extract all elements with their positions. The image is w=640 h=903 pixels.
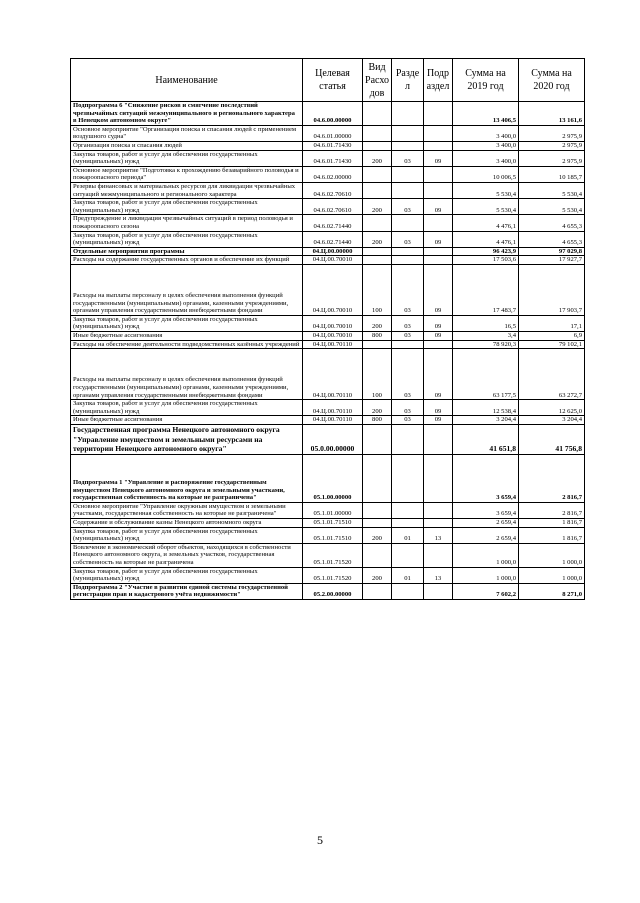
row-sum-2020: 3 204,4 (519, 416, 585, 425)
row-subsection (424, 583, 453, 599)
row-subsection: 09 (424, 400, 453, 416)
row-sum-2019: 3 400,0 (453, 125, 519, 141)
row-name: Подпрограмма 2 "Участие в развитии единой системы государственной регистрации прав и кадастрового учёта недвижимости" (71, 583, 303, 599)
row-section (392, 340, 424, 349)
row-sum-2019: 1 000,0 (453, 567, 519, 583)
row-sum-2020: 1 816,7 (519, 527, 585, 543)
row-name: Расходы на обеспечение деятельности подведомственных казённых учреждений (71, 340, 303, 349)
row-section (392, 519, 424, 528)
table-row (71, 256, 585, 265)
table-row (71, 182, 585, 198)
row-sum-2019: 2 659,4 (453, 527, 519, 543)
table-row (71, 102, 585, 126)
row-section (392, 215, 424, 231)
row-sum-2020: 4 655,3 (519, 231, 585, 247)
row-subsection: 09 (424, 349, 453, 400)
row-expense-type: 200 (363, 567, 392, 583)
row-sum-2019: 5 530,4 (453, 199, 519, 215)
row-target-article: 05.1.01.71510 (303, 519, 363, 528)
row-expense-type (363, 502, 392, 518)
row-name: Подпрограмма 1 "Управление и распоряжение государственным имуществом Ненецкого автономного округа и земельными участками, государственная собственность на которые не разграничена" (71, 454, 303, 502)
row-sum-2019: 3 659,4 (453, 502, 519, 518)
header-section: Разде л (392, 59, 424, 102)
row-section: 03 (392, 150, 424, 166)
row-target-article: 04.6.02.70610 (303, 182, 363, 198)
row-sum-2020: 5 530,4 (519, 182, 585, 198)
row-name: Расходы на выплаты персоналу в целях обеспечения выполнения функций государственными (муниципальными) органами, казенными учреждениями, органами управления государственными внебюджетными фондами (71, 264, 303, 315)
page-number: 5 (317, 833, 323, 847)
row-expense-type: 200 (363, 231, 392, 247)
row-expense-type: 200 (363, 150, 392, 166)
row-sum-2020: 2 975,9 (519, 141, 585, 150)
row-name: Закупка товаров, работ и услуг для обеспечения государственных (муниципальных) нужд (71, 567, 303, 583)
row-sum-2020: 1 000,0 (519, 543, 585, 567)
row-sum-2020: 97 029,8 (519, 247, 585, 256)
row-subsection (424, 502, 453, 518)
row-subsection: 13 (424, 527, 453, 543)
row-expense-type (363, 519, 392, 528)
row-sum-2019: 3,4 (453, 332, 519, 341)
row-sum-2020: 4 655,3 (519, 215, 585, 231)
row-sum-2019: 16,5 (453, 315, 519, 331)
row-name: Организация поиска и спасания людей (71, 141, 303, 150)
row-subsection (424, 454, 453, 502)
row-target-article: 05.1.01.71510 (303, 527, 363, 543)
header-name: Наименование (71, 59, 303, 102)
row-name: Подпрограмма 6 "Снижение рисков и смягчение последствий чрезвычайных ситуаций межмуниципального и регионального характера в Ненецком автономном округе" (71, 102, 303, 126)
row-name: Закупка товаров, работ и услуг для обеспечения государственных (муниципальных) нужд (71, 400, 303, 416)
row-target-article: 04.Ц.00.70010 (303, 315, 363, 331)
table-row (71, 502, 585, 518)
row-subsection: 09 (424, 416, 453, 425)
row-subsection: 09 (424, 199, 453, 215)
row-name: Расходы на содержание государственных органов и обеспечение их функций (71, 256, 303, 265)
row-name: Расходы на выплаты персоналу в целях обеспечения выполнения функций государственными (муниципальными) органами, казенными учреждениями, органами управления государственными внебюджетными фондами (71, 349, 303, 400)
row-section (392, 543, 424, 567)
table-row (71, 125, 585, 141)
row-sum-2020: 6,9 (519, 332, 585, 341)
row-sum-2019: 78 920,3 (453, 340, 519, 349)
row-sum-2020: 8 271,0 (519, 583, 585, 599)
row-name: Закупка товаров, работ и услуг для обеспечения государственных (муниципальных) нужд (71, 315, 303, 331)
row-target-article: 05.1.00.00000 (303, 454, 363, 502)
row-expense-type: 100 (363, 349, 392, 400)
row-sum-2019: 41 651,8 (453, 425, 519, 455)
row-target-article: 05.1.01.00000 (303, 502, 363, 518)
row-section (392, 182, 424, 198)
row-section: 03 (392, 231, 424, 247)
row-subsection: 13 (424, 567, 453, 583)
row-sum-2020: 17 927,7 (519, 256, 585, 265)
row-name: Резервы финансовых и материальных ресурсов для ликвидации чрезвычайных ситуаций межмуниципального и регионального характера (71, 182, 303, 198)
row-expense-type (363, 425, 392, 455)
row-sum-2020: 63 272,7 (519, 349, 585, 400)
row-expense-type (363, 215, 392, 231)
row-expense-type: 200 (363, 315, 392, 331)
row-expense-type (363, 583, 392, 599)
row-section (392, 141, 424, 150)
row-sum-2019: 3 400,0 (453, 141, 519, 150)
row-target-article: 04.6.01.00000 (303, 125, 363, 141)
table-row (71, 150, 585, 166)
row-name: Иные бюджетные ассигнования (71, 416, 303, 425)
row-expense-type: 800 (363, 332, 392, 341)
row-section: 03 (392, 332, 424, 341)
row-name: Закупка товаров, работ и услуг для обеспечения государственных (муниципальных) нужд (71, 527, 303, 543)
row-sum-2020: 1 816,7 (519, 519, 585, 528)
row-section: 03 (392, 315, 424, 331)
row-subsection: 09 (424, 150, 453, 166)
row-target-article: 04.6.02.00000 (303, 166, 363, 182)
row-sum-2019: 3 400,0 (453, 150, 519, 166)
row-subsection (424, 125, 453, 141)
row-sum-2020: 10 185,7 (519, 166, 585, 182)
row-name: Государственная программа Ненецкого автономного округа "Управление имуществом и земельными ресурсами на территории Ненецкого автономного округа" (71, 425, 303, 455)
row-subsection (424, 141, 453, 150)
row-target-article: 04.Ц.00.00000 (303, 247, 363, 256)
table-body (71, 102, 585, 600)
row-sum-2019: 3 659,4 (453, 454, 519, 502)
row-subsection (424, 166, 453, 182)
row-target-article: 04.6.00.00000 (303, 102, 363, 126)
row-target-article: 04.6.01.71430 (303, 141, 363, 150)
row-target-article: 04.Ц.00.70110 (303, 340, 363, 349)
row-target-article: 04.Ц.00.70110 (303, 416, 363, 425)
row-section (392, 425, 424, 455)
row-subsection (424, 102, 453, 126)
header-expense-type: Вид Расхо дов (363, 59, 392, 102)
row-section (392, 256, 424, 265)
row-sum-2020: 5 530,4 (519, 199, 585, 215)
table-row (71, 543, 585, 567)
row-section (392, 583, 424, 599)
table-row (71, 215, 585, 231)
header-target-article: Целевая статья (303, 59, 363, 102)
row-sum-2020: 79 102,1 (519, 340, 585, 349)
row-name: Закупка товаров, работ и услуг для обеспечения государственных (муниципальных) нужд (71, 231, 303, 247)
row-target-article: 05.1.01.71520 (303, 543, 363, 567)
row-expense-type (363, 166, 392, 182)
row-sum-2020: 41 756,8 (519, 425, 585, 455)
row-expense-type (363, 102, 392, 126)
row-target-article: 04.6.01.71430 (303, 150, 363, 166)
row-expense-type: 200 (363, 400, 392, 416)
table-row (71, 349, 585, 400)
row-section: 03 (392, 349, 424, 400)
row-name: Содержание и обслуживание казны Ненецкого автономного округа (71, 519, 303, 528)
row-sum-2019: 5 530,4 (453, 182, 519, 198)
row-subsection (424, 247, 453, 256)
row-sum-2019: 7 602,2 (453, 583, 519, 599)
row-target-article: 04.Ц.00.70110 (303, 400, 363, 416)
row-section: 01 (392, 527, 424, 543)
row-sum-2020: 13 161,6 (519, 102, 585, 126)
table-row (71, 166, 585, 182)
row-subsection: 09 (424, 264, 453, 315)
row-section: 03 (392, 400, 424, 416)
row-sum-2019: 12 538,4 (453, 400, 519, 416)
table-row (71, 454, 585, 502)
row-sum-2020: 1 000,0 (519, 567, 585, 583)
row-target-article: 04.6.02.71440 (303, 231, 363, 247)
row-section (392, 502, 424, 518)
header-sum-2020: Сумма на 2020 год (519, 59, 585, 102)
header-sum-2019: Сумма на 2019 год (453, 59, 519, 102)
row-sum-2019: 2 659,4 (453, 519, 519, 528)
header-subsection: Подр аздел (424, 59, 453, 102)
row-sum-2020: 17 903,7 (519, 264, 585, 315)
table-row (71, 583, 585, 599)
row-sum-2019: 96 423,9 (453, 247, 519, 256)
table-row (71, 400, 585, 416)
row-name: Вовлечение в экономический оборот объектов, находящихся в собственности Ненецкого автономного округа, и земельных участков, государственная собственность на которые не разграничена (71, 543, 303, 567)
row-name: Закупка товаров, работ и услуг для обеспечения государственных (муниципальных) нужд (71, 199, 303, 215)
row-sum-2020: 2 816,7 (519, 502, 585, 518)
row-section (392, 125, 424, 141)
row-expense-type (363, 256, 392, 265)
row-name: Закупка товаров, работ и услуг для обеспечения государственных (муниципальных) нужд (71, 150, 303, 166)
row-expense-type (363, 543, 392, 567)
row-subsection (424, 543, 453, 567)
row-target-article: 04.Ц.00.70010 (303, 256, 363, 265)
row-target-article: 05.1.01.71520 (303, 567, 363, 583)
row-expense-type: 200 (363, 527, 392, 543)
row-expense-type: 100 (363, 264, 392, 315)
row-name: Предупреждение и ликвидация чрезвычайных ситуаций в период половодья и пожароопасного сезона (71, 215, 303, 231)
table-row (71, 315, 585, 331)
table-row (71, 527, 585, 543)
row-subsection: 09 (424, 315, 453, 331)
row-section (392, 166, 424, 182)
row-expense-type (363, 340, 392, 349)
row-subsection: 09 (424, 231, 453, 247)
row-subsection (424, 519, 453, 528)
row-sum-2020: 2 975,9 (519, 150, 585, 166)
row-expense-type: 800 (363, 416, 392, 425)
row-target-article: 04.Ц.00.70010 (303, 332, 363, 341)
row-target-article: 04.6.02.71440 (303, 215, 363, 231)
row-sum-2019: 10 006,5 (453, 166, 519, 182)
row-sum-2019: 3 204,4 (453, 416, 519, 425)
row-sum-2020: 12 625,0 (519, 400, 585, 416)
row-section: 03 (392, 199, 424, 215)
row-expense-type (363, 454, 392, 502)
row-name: Основное мероприятие "Управление окружным имуществом и земельными участками, государственная собственность на которые не разграничена" (71, 502, 303, 518)
row-target-article: 04.Ц.00.70110 (303, 349, 363, 400)
row-expense-type (363, 247, 392, 256)
row-expense-type: 200 (363, 199, 392, 215)
row-name: Иные бюджетные ассигнования (71, 332, 303, 341)
row-subsection (424, 215, 453, 231)
row-section: 03 (392, 416, 424, 425)
row-subsection (424, 256, 453, 265)
row-subsection (424, 182, 453, 198)
row-section (392, 102, 424, 126)
row-name: Отдельные мероприятия программы (71, 247, 303, 256)
row-expense-type (363, 182, 392, 198)
table-row (71, 340, 585, 349)
row-subsection (424, 425, 453, 455)
row-name: Основное мероприятие "Подготовка к прохождению безаварийного половодья и пожароопасного периода" (71, 166, 303, 182)
row-sum-2020: 2 816,7 (519, 454, 585, 502)
row-sum-2020: 17,1 (519, 315, 585, 331)
row-sum-2019: 13 406,5 (453, 102, 519, 126)
table-row (71, 416, 585, 425)
row-expense-type (363, 125, 392, 141)
row-sum-2019: 17 483,7 (453, 264, 519, 315)
row-section (392, 247, 424, 256)
row-sum-2019: 4 476,1 (453, 231, 519, 247)
table-row (71, 332, 585, 341)
row-name: Основное мероприятие "Организация поиска и спасания людей с применением воздушного судна" (71, 125, 303, 141)
row-expense-type (363, 141, 392, 150)
row-target-article: 04.Ц.00.70010 (303, 264, 363, 315)
table-row (71, 425, 585, 455)
table-row (71, 141, 585, 150)
table-row (71, 199, 585, 215)
table-row (71, 519, 585, 528)
table-row (71, 231, 585, 247)
row-section (392, 454, 424, 502)
table-row (71, 264, 585, 315)
row-sum-2019: 4 476,1 (453, 215, 519, 231)
table-row (71, 247, 585, 256)
row-target-article: 05.2.00.00000 (303, 583, 363, 599)
row-section: 03 (392, 264, 424, 315)
table-row (71, 567, 585, 583)
row-sum-2019: 63 177,5 (453, 349, 519, 400)
row-subsection (424, 340, 453, 349)
budget-table (70, 58, 585, 600)
row-subsection: 09 (424, 332, 453, 341)
row-sum-2019: 17 503,6 (453, 256, 519, 265)
row-section: 01 (392, 567, 424, 583)
row-target-article: 05.0.00.00000 (303, 425, 363, 455)
row-sum-2020: 2 975,9 (519, 125, 585, 141)
row-target-article: 04.6.02.70610 (303, 199, 363, 215)
table-header-row (71, 59, 585, 102)
row-sum-2019: 1 000,0 (453, 543, 519, 567)
